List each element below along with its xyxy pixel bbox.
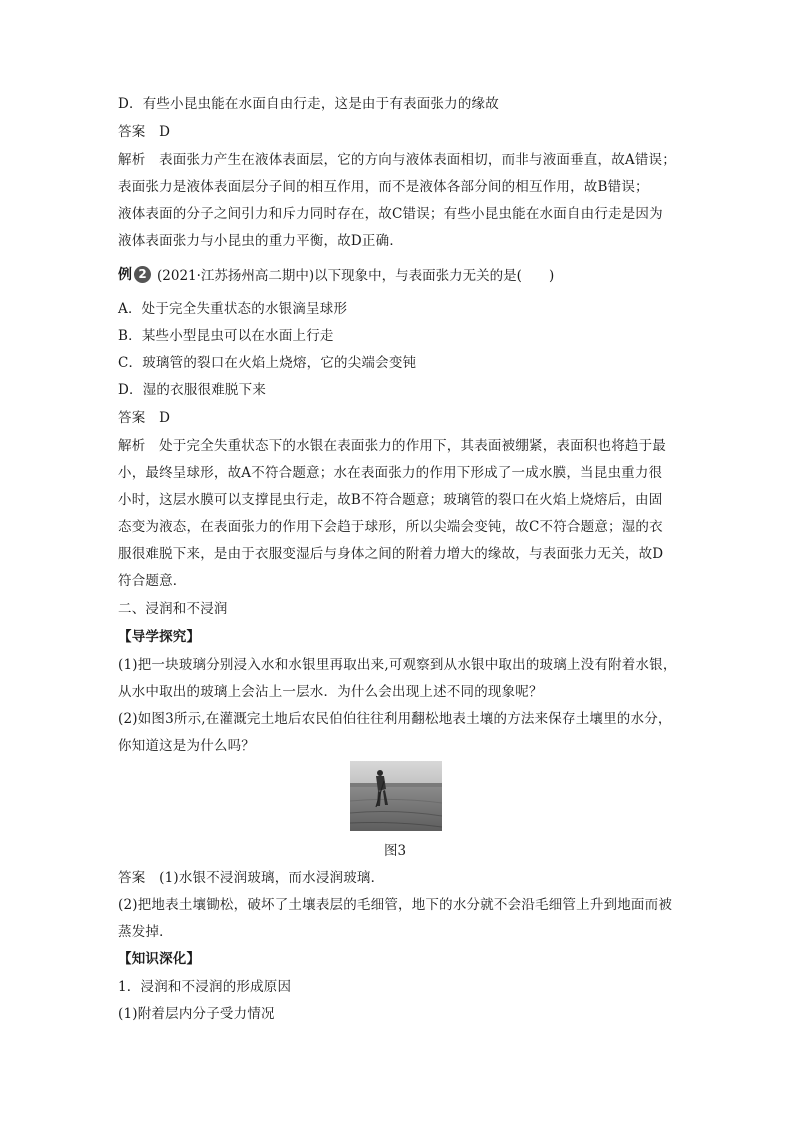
question-line: 你知道这是为什么吗？	[118, 738, 255, 754]
option-d: D．湿的衣服很难脱下来	[118, 382, 267, 398]
section-heading: 二、浸润和不浸润	[118, 601, 228, 617]
answer-line: 答案 (1)水银不浸润玻璃，而水浸润玻璃．	[118, 870, 385, 886]
analysis-line: 小时，这层水膜可以支撑昆虫行走，故B不符合题意；玻璃管的裂口在火焰上烧熔后，由固	[118, 492, 663, 508]
analysis-line: 解析 处于完全失重状态下的水银在表面张力的作用下，其表面被绷紧，表面积也将趋于最	[118, 438, 666, 454]
answer-line: 答案 D	[118, 124, 171, 140]
example-number-badge: 2	[134, 266, 151, 283]
question-line: 从水中取出的玻璃上会沾上一层水．为什么会出现上述不同的现象呢？	[118, 684, 543, 700]
question-line: (2)如图3所示,在灌溉完土地后农民伯伯往往利用翻松地表土壤的方法来保存土壤里的水分，	[118, 711, 672, 727]
example-label: 例	[118, 267, 132, 283]
example-question: (2021·江苏扬州高二期中)以下现象中，与表面张力无关的是( )	[157, 268, 555, 284]
option-b: B．某些小型昆虫可以在水面上行走	[118, 328, 334, 344]
list-item: (1)附着层内分子受力情况	[118, 1006, 275, 1022]
analysis-line: 解析 表面张力产生在液体表面层，它的方向与液体表面相切，而非与液面垂直，故A错误；	[118, 152, 676, 168]
question-line: (1)把一块玻璃分别浸入水和水银里再取出来,可观察到从水银中取出的玻璃上没有附着水银，	[118, 657, 677, 673]
subsection-heading: 【知识深化】	[118, 951, 201, 967]
analysis-line: 表面张力是液体表面层分子间的相互作用，而不是液体各部分间的相互作用，故B错误；	[118, 179, 649, 195]
answer-line: 答案 D	[118, 410, 171, 426]
analysis-line: 符合题意．	[118, 573, 187, 589]
analysis-line: 液体表面的分子之间引力和斥力同时存在，故C错误；有些小昆虫能在水面自由行走是因为	[118, 206, 663, 222]
analysis-line: 态变为液态，在表面张力的作用下会趋于球形，所以尖端会变钝，故C不符合题意；湿的衣	[118, 519, 663, 535]
answer-line: 蒸发掉．	[118, 924, 173, 940]
answer-line: (2)把地表土壤锄松，破坏了土壤表层的毛细管，地下的水分就不会沿毛细管上升到地面而被	[118, 897, 673, 913]
list-heading: 1．浸润和不浸润的形成原因	[118, 979, 292, 995]
option-c: C．玻璃管的裂口在火焰上烧熔，它的尖端会变钝	[118, 355, 417, 371]
analysis-line: 服很难脱下来，是由于衣服变湿后与身体之间的附着力增大的缘故，与表面张力无关，故D	[118, 546, 664, 562]
option-d-text: D．有些小昆虫能在水面自由行走，这是由于有表面张力的缘故	[118, 96, 499, 112]
subsection-heading: 【导学探究】	[118, 629, 201, 645]
analysis-line: 小，最终呈球形，故A不符合题意；水在表面张力的作用下形成了一成水膜，当昆虫重力很	[118, 465, 663, 481]
farmer-field-photo	[350, 761, 442, 831]
option-a: A．处于完全失重状态的水银滴呈球形	[118, 301, 348, 317]
analysis-line: 液体表面张力与小昆虫的重力平衡，故D正确．	[118, 233, 404, 249]
example-header	[118, 264, 554, 284]
figure-caption: 图3	[384, 843, 407, 859]
